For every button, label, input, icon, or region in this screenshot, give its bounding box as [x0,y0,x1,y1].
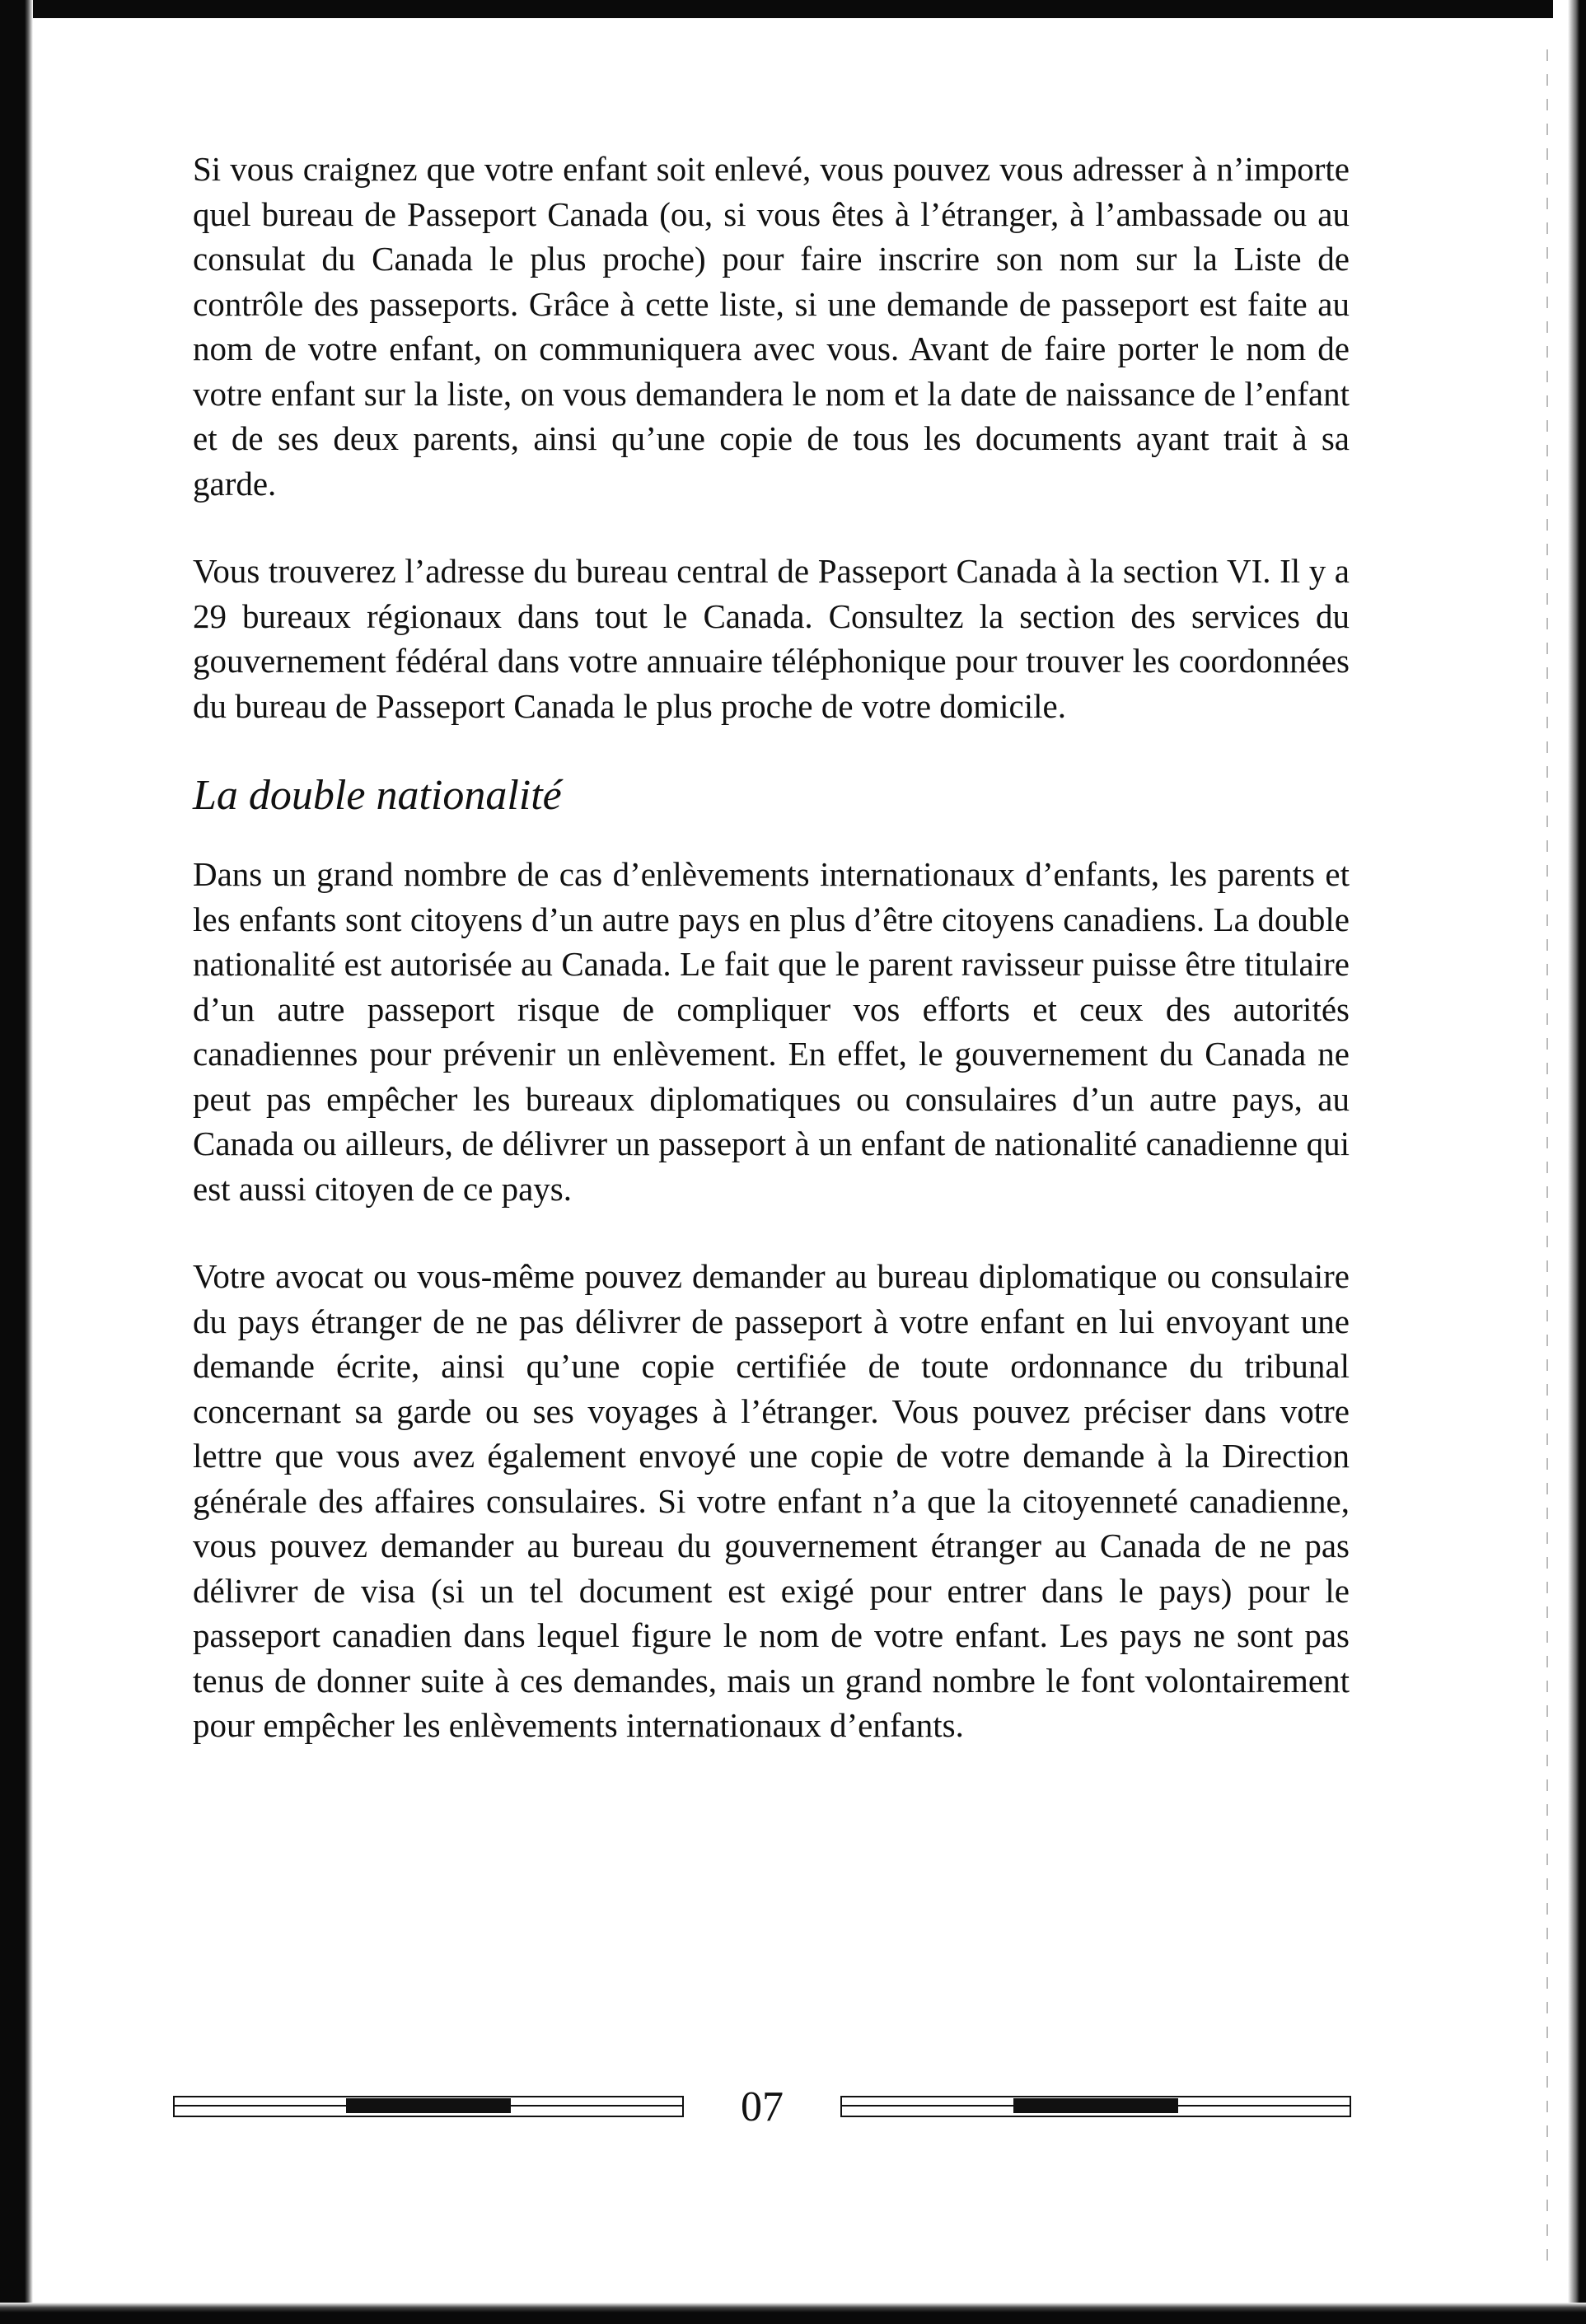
paragraph-passport-offices: Vous trouverez l’adresse du bureau central de Passeport Canada à la section VI. Il y a 29 bureaux régionaux dans tout le Canada. Consultez la section des services du gouvernement fédéral dans votre annuaire téléphonique pour trouver les coordonnées du bureau de Passeport Canada le plus proche de votre domicile. [193,552,1350,725]
page-content [193,147,1350,1791]
scan-border-bottom [0,2303,1586,2324]
paragraph-lawyer-request: Votre avocat ou vous-même pouvez demander au bureau diplomatique ou consulaire du pays étranger de ne pas délivrer de passeport à votre enfant en lui envoyant une demande écrite, ainsi qu’une copie certifiée de toute ordonnance du tribunal concernant sa garde ou ses voyages à l’étranger. Vous pouvez préciser dans votre lettre que vous avez également envoyé une copie de votre demande à la Direction générale des affaires consulaires. Si votre enfant n’a que la citoyenneté canadienne, vous pouvez demander au bureau du gouvernement étranger au Canada de ne pas délivrer de visa (si un tel document est exigé pour entrer dans le pays) pour le passeport canadien dans lequel figure le nom de votre enfant. Les pays ne sont pas tenus de donner suite à ces demandes, mais un grand nombre le font volontairement pour empêcher les enlèvements internationaux d’enfants. [193,1257,1350,1744]
scan-border-left [0,0,33,2324]
page-number: 07 [741,2083,784,2130]
section-heading: La double nationalité [193,772,562,819]
scan-border-right [1553,0,1586,2324]
scan-edge-artifact [1546,49,1548,2274]
page-footer [173,2083,1351,2137]
paragraph-dual-nationality: Dans un grand nombre de cas d’enlèvements internationaux d’enfants, les parents et les enfants sont citoyens d’un autre pays en plus d’être citoyens canadiens. La double nationalité est autorisée au Canada. Le fait que le parent ravisseur puisse être titulaire d’un autre passeport risque de compliquer vos efforts et ceux des autorités canadiennes pour prévenir un enlèvement. En effet, le gouvernement du Canada ne peut pas empêcher les bureaux diplomatiques ou consulaires d’un autre pays, au Canada ou ailleurs, de délivrer un passeport à un enfant de nationalité canadienne qui est aussi citoyen de ce pays. [193,855,1350,1208]
scan-border-top [0,0,1586,18]
footer-rule-right [840,2096,1351,2117]
paragraph-passport-control-list: Si vous craignez que votre enfant soit enlevé, vous pouvez vous adresser à n’importe quel bureau de Passeport Canada (ou, si vous êtes à l’étranger, à l’ambassade ou au consulat du Canada le plus proche) pour faire inscrire son nom sur la Liste de contrôle des passeports. Grâce à cette liste, si une demande de passeport est faite au nom de votre enfant, on communiquera avec vous. Avant de faire porter le nom de votre enfant sur la liste, on vous demandera le nom et la date de naissance de l’enfant et de ses deux parents, ainsi qu’une copie de tous les documents ayant trait à sa garde. [193,150,1350,503]
